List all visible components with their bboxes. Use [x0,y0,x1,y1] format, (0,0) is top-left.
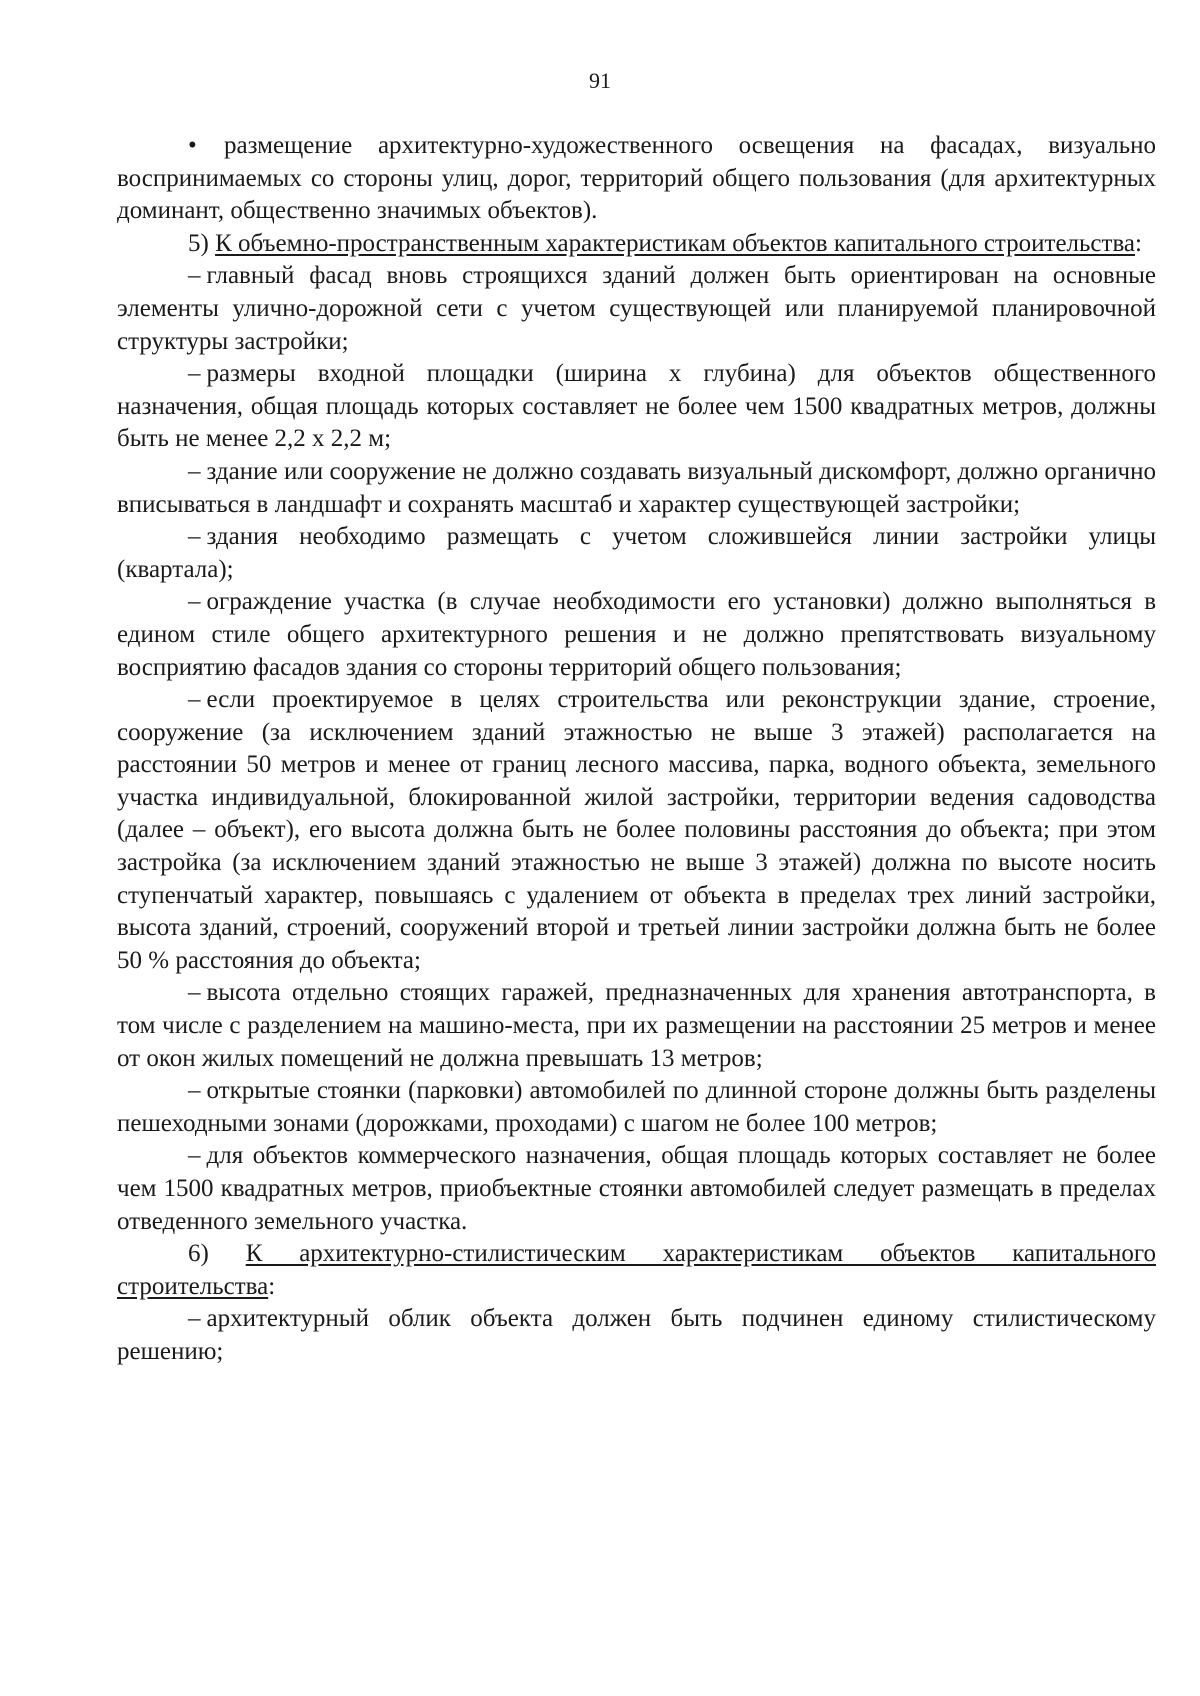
section-5-list-item [117,1075,1156,1140]
dash-marker: – [188,523,201,551]
section-6-list-item [117,1303,1156,1368]
section-5-list-item-text: если проектируемое в целях строительства или реконструкции здание, строение, сооружение (за исключением зданий этажностью не выше 3 этажей) располагается на расстоянии 50 метров и менее от границ лесного массива, парка, водного объекта, земельного участка индивидуальной, блокированной жилой застройки, территории ведения садоводства (далее – объект), его высота должна быть не более половины расстояния до объекта; при этом застройка (за исключением зданий этажностью не выше 3 этажей) должна по высоте носить ступенчатый характер, повышаясь с удалением от объекта в пределах трех линий застройки, высота зданий, строений, сооружений второй и третьей линии застройки должна быть не более 50 % расстояния до объекта; [117,686,1156,974]
section-5-list-item [117,977,1156,1075]
section-5-list-item [117,260,1156,358]
section-5-list-item [117,684,1156,977]
section-5-list-item [117,358,1156,456]
section-5-number: 5) [188,229,209,257]
dash-marker: – [188,1077,201,1105]
section-5-list-item-text: ограждение участка (в случае необходимости его установки) должно выполняться в едином стиле общего архитектурного решения и не должно препятствовать визуальному восприятию фасадов здания со стороны территорий общего пользования; [117,588,1156,681]
section-5-list-item [117,521,1156,586]
section-5-heading [117,228,1156,261]
section-5-list-item [117,456,1156,521]
page-number: 91 [589,68,611,93]
section-5-list-item [117,586,1156,684]
section-6-list [117,1303,1156,1368]
bullet-text: размещение архитектурно-художественного освещения на фасадах, визуально воспринимаемых со стороны улиц, дорог, территорий общего пользования (для архитектурных доминант, общественно значимых объектов). [117,132,1156,225]
section-5-list-item-text: размеры входной площадки (ширина х глубина) для объектов общественного назначения, общая площадь которых составляет не более чем 1500 квадратных метров, должны быть не менее 2,2 х 2,2 м; [117,360,1156,453]
dash-marker: – [188,588,201,616]
section-5-list-item [117,1140,1156,1238]
document-body [117,130,1156,1369]
bullet-paragraph [117,130,1156,228]
section-5-list [117,260,1156,1238]
section-5-list-item-text: здания необходимо размещать с учетом сложившейся линии застройки улицы (квартала); [117,523,1156,583]
section-6-suffix: : [268,1272,276,1300]
dash-marker: – [188,360,201,388]
dash-marker: – [188,262,201,290]
section-5-title: К объемно-пространственным характеристикам объектов капитального строительства [215,229,1136,257]
section-5-list-item-text: здание или сооружение не должно создавать визуальный дискомфорт, должно органично вписываться в ландшафт и сохранять масштаб и характер существующей застройки; [117,457,1156,518]
section-6-number: 6) [188,1240,209,1268]
dash-marker: – [188,979,201,1007]
section-5-list-item-text: высота отдельно стоящих гаражей, предназначенных для хранения автотранспорта, в том числе с разделением на машино-места, при их размещении на расстоянии 25 метров и менее от окон жилых помещений не должна превышать 13 метров; [117,979,1156,1072]
section-5-list-item-text: для объектов коммерческого назначения, общая площадь которых составляет не более чем 1500 квадратных метров, приобъектные стоянки автомобилей следует размещать в пределах отведенного земельного участка. [117,1142,1156,1235]
section-5-suffix: : [1135,229,1142,257]
dash-marker: – [188,1305,201,1333]
section-6-title: К архитектурно-стилистическим характеристикам объектов капитального строительства [117,1240,1157,1300]
section-6-heading [117,1238,1156,1303]
dash-marker: – [188,457,201,485]
dash-marker: – [188,686,201,714]
dash-marker: – [188,1142,201,1170]
bullet-icon: • [188,132,197,159]
section-6-list-item-text: архитектурный облик объекта должен быть подчинен единому стилистическому решению; [117,1305,1156,1365]
section-5-list-item-text: открытые стоянки (парковки) автомобилей по длинной стороне должны быть разделены пешеходными зонами (дорожками, проходами) с шагом не более 100 метров; [117,1077,1156,1137]
section-5-list-item-text: главный фасад вновь строящихся зданий должен быть ориентирован на основные элементы улично-дорожной сети с учетом существующей или планируемой планировочной структуры застройки; [117,262,1156,355]
